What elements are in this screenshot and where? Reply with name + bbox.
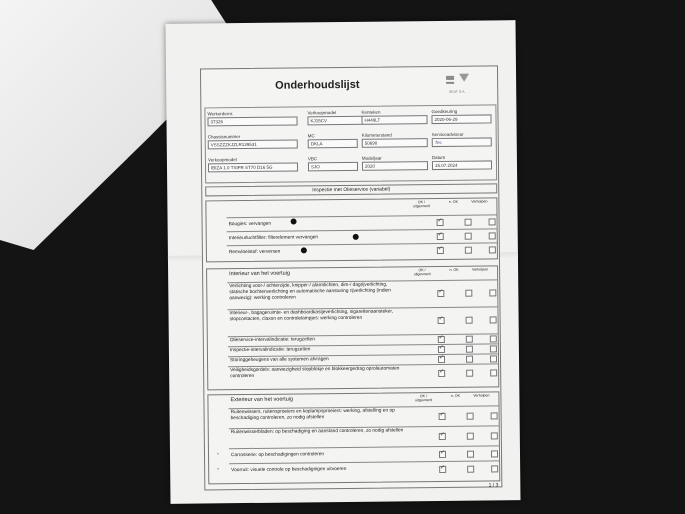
checkbox-verholpen[interactable] xyxy=(491,432,498,439)
star-marker: * xyxy=(217,467,220,474)
checkbox-nok[interactable] xyxy=(467,451,474,458)
field-chassis: Chassisnummer VSSZZZKJZLR139531 xyxy=(208,133,298,149)
checkbox-ok[interactable] xyxy=(438,356,445,363)
checkbox-ok[interactable] xyxy=(439,451,446,458)
vehicle-info-block xyxy=(204,104,497,183)
field-approval: Goedkeuring 2020-06-29 xyxy=(431,108,491,124)
section-oil-service xyxy=(205,197,498,262)
table-row: Remvloeistof: verversen ✓ xyxy=(227,242,497,259)
table-row: Carrosserie: op beschadigingen controleren ✓ xyxy=(229,445,499,463)
seat-cupra-logo xyxy=(439,72,475,100)
checkbox-nok[interactable] xyxy=(466,336,473,343)
inspection-band: Inspectie met Olieservice (variabel) xyxy=(205,183,497,196)
checkbox-verholpen[interactable] xyxy=(490,355,497,362)
checkbox-ok[interactable] xyxy=(438,346,445,353)
checkbox-nok[interactable] xyxy=(466,370,473,377)
marker-dot xyxy=(301,247,307,253)
page-number: 1 / 3 xyxy=(488,482,499,489)
checkbox-nok[interactable] xyxy=(465,219,472,226)
checkbox-nok[interactable] xyxy=(466,317,473,324)
checkbox-nok[interactable] xyxy=(465,290,472,297)
checkbox-nok[interactable] xyxy=(467,466,474,473)
star-marker: * xyxy=(216,452,220,459)
checkbox-verholpen[interactable] xyxy=(490,316,497,323)
checkbox-nok[interactable] xyxy=(467,433,474,440)
section-title: Exterieur van het voertuig xyxy=(230,396,294,404)
checkbox-verholpen[interactable] xyxy=(490,369,497,376)
checkbox-ok[interactable] xyxy=(437,233,444,240)
field-salesmodel: Verkoopmodel KJ15CV xyxy=(307,110,375,126)
maintenance-form xyxy=(200,65,502,490)
field-plate: Kenteken H449LT xyxy=(361,109,427,125)
field-mileage: Kilometerstand 50690 xyxy=(362,132,428,148)
marker-dot xyxy=(291,218,297,224)
checkbox-ok[interactable] xyxy=(437,290,444,297)
checkbox-verholpen[interactable] xyxy=(489,289,496,296)
checkbox-ok[interactable] xyxy=(439,433,446,440)
field-workorder: Werkordernr. 37326 xyxy=(207,110,297,126)
checkbox-ok[interactable] xyxy=(438,336,445,343)
checkbox-ok[interactable] xyxy=(438,317,445,324)
checkbox-verholpen[interactable] xyxy=(491,465,498,472)
field-mc: MC DKLA xyxy=(308,133,358,149)
checkbox-verholpen[interactable] xyxy=(489,246,496,253)
checkbox-verholpen[interactable] xyxy=(489,232,496,239)
table-row: Interieur-, bagageruimte- en dashboardkastjeverlichting, sigarettenaansteker, stopcontacten, claxon en controlelampjes: werking controleren ✓ xyxy=(227,306,497,336)
checkbox-ok[interactable] xyxy=(439,466,446,473)
section-header: Exterieur van het voertuig OK / uitgevoerd n. OK Verholpen xyxy=(230,393,490,404)
section-interior xyxy=(206,265,499,390)
section-header xyxy=(206,198,496,211)
table-row: Inspectie-intervalindicatie: terugzetten ✓ xyxy=(228,343,498,356)
table-row: Bougies: vervangen ✓ xyxy=(227,214,497,231)
section-header: Interieur van het voertuig OK / uitgevoerd n. OK Verholpen xyxy=(229,267,489,278)
table-row: Storinggeheugens van alle systemen afvragen ✓ xyxy=(228,353,498,366)
seat-logo-icon xyxy=(445,74,455,84)
col-verholpen: Verholpen xyxy=(471,199,488,204)
table-row: Interieurluchtfilter: filterelement vervangen ✓ xyxy=(227,228,497,245)
checkbox-ok[interactable] xyxy=(438,370,445,377)
field-date: Datum 15.07.2024 xyxy=(432,154,492,170)
checkbox-nok[interactable] xyxy=(466,346,473,353)
field-advisor: Serviceadviseur Tec xyxy=(432,131,492,147)
page-title: Onderhoudslijst xyxy=(275,78,360,92)
checkbox-nok[interactable] xyxy=(466,356,473,363)
table-row: Olieservice-intervalindicatie: terugzetten ✓ xyxy=(228,333,498,346)
checkbox-verholpen[interactable] xyxy=(490,335,497,342)
table-row: Ruitenwissers, ruitensproeiers en koplampsproeiers: werking, afstelling en op beschadiging controleren, zo nodig afstellen ✓ xyxy=(229,405,499,428)
checkbox-nok[interactable] xyxy=(465,247,472,254)
table-row: Verlichting voor-/ achterzijde, knipper-/ alarmlichten, dim-/ dagrijverlichting, statische bochtenverlichting en automatische aansturing rijverlichting (indien aanwezig): werking controleren ✓ xyxy=(227,279,497,309)
checkbox-nok[interactable] xyxy=(467,413,474,420)
checkbox-ok[interactable] xyxy=(437,247,444,254)
cupra-logo-icon xyxy=(459,74,469,82)
checkbox-nok[interactable] xyxy=(465,233,472,240)
checkbox-verholpen[interactable] xyxy=(490,345,497,352)
section-exterior xyxy=(207,391,500,484)
checkbox-ok[interactable] xyxy=(437,219,444,226)
marker-dot xyxy=(353,234,359,240)
section-title: Interieur van het voertuig xyxy=(229,270,290,278)
col-nok: n. OK xyxy=(448,199,458,204)
document-sheet xyxy=(165,20,520,504)
field-model: Verkoopmodel IBIZA 1.0 TSIFR ST70 D16 5G xyxy=(208,156,298,172)
field-vbc: VBC SJO xyxy=(308,156,358,172)
checkbox-verholpen[interactable] xyxy=(491,412,498,419)
checkbox-ok[interactable] xyxy=(439,413,446,420)
logo-text: SEAT S.A. xyxy=(449,89,466,94)
checkbox-verholpen[interactable] xyxy=(489,218,496,225)
table-row: Voorruit: visuele controle op beschadigingen uitvoeren ✓ xyxy=(229,460,499,478)
table-row: Ruitenwisserbladen: op beschadiging en aanstand controleren, zo nodig afstellen ✓ xyxy=(229,425,499,448)
table-row: Veiligheidsgordels: aanwezigheid stopblokje en blokkeergedrag oprolautomaten controleren ✓ xyxy=(228,363,498,385)
col-ok: OK / uitgevoerd xyxy=(412,200,430,208)
field-modelyear: Modeljaar 2020 xyxy=(362,155,428,171)
checkbox-verholpen[interactable] xyxy=(491,450,498,457)
